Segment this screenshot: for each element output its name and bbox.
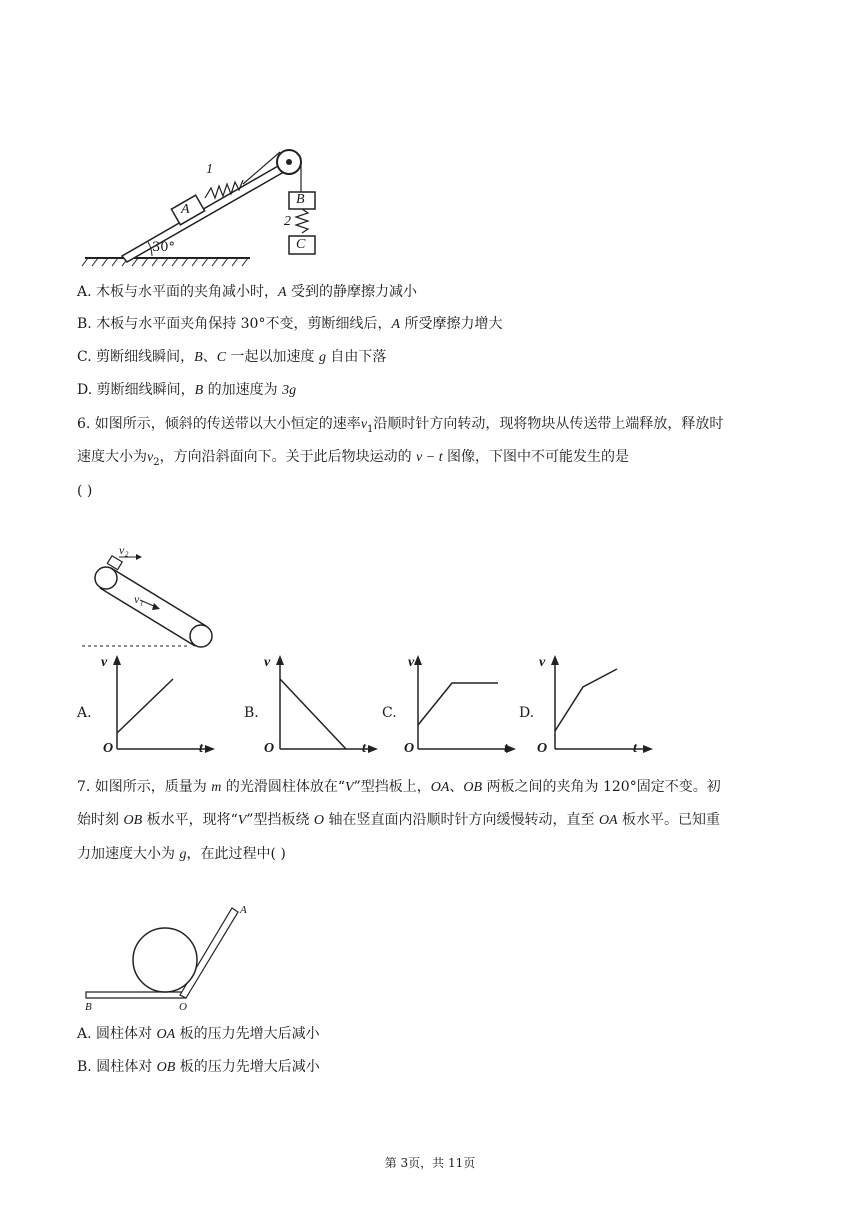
spring2-label: 2: [284, 214, 291, 229]
graph-a-origin: O: [103, 741, 114, 756]
q6-stem-line2: 速度大小为$v_2$，方向沿斜面向下。关于此后物块运动的 v − t 图像，下图中不可能发生的是: [77, 449, 630, 468]
v2-label: v₂: [119, 543, 129, 557]
v1-label: v₁: [134, 592, 144, 606]
graph-a-t-axis: t: [199, 741, 203, 756]
graph-d-option-label: D.: [519, 705, 535, 721]
q7-figure: [80, 902, 260, 1022]
q6-conveyor-figure: [82, 540, 232, 655]
graph-b-v-axis: v: [264, 655, 271, 670]
q7-stem-line2: 始时刻 OB 板水平，现将“V”型挡板绕 O 轴在竖直面内沿顺时针方向缓慢转动，直至 OA 板水平。已知重: [77, 812, 721, 828]
graph-d-t-axis: t: [633, 741, 637, 756]
q7-stem-line3: 力加速度大小为 g，在此过程中( ): [77, 846, 286, 862]
q7-option-b: B. 圆柱体对 OB 板的压力先增大后减小: [77, 1059, 320, 1075]
angle-label: 30°: [152, 240, 176, 255]
q6-answer-bracket: ( ): [77, 483, 93, 499]
q6-graph-c: [380, 655, 520, 765]
graph-a-option-label: A.: [77, 705, 92, 721]
graph-d-v-axis: v: [539, 655, 546, 670]
block-b-label: B: [296, 192, 305, 207]
q5-option-b: B. 木板与水平面夹角保持 30°不变，剪断细线后，A 所受摩擦力增大: [77, 316, 503, 332]
block-c-label: C: [296, 237, 306, 252]
point-a-label: A: [240, 904, 247, 916]
graph-c-origin: O: [404, 741, 415, 756]
q6-graph-a: [75, 655, 215, 765]
point-b-label: B: [85, 1001, 92, 1013]
q7-stem-line1: 7. 如图所示，质量为 m 的光滑圆柱体放在“V”型挡板上，OA、OB 两板之间的夹角为 120°固定不变。初: [77, 779, 721, 795]
q5-option-a: A. 木板与水平面的夹角减小时，A 受到的静摩擦力减小: [77, 284, 418, 300]
graph-b-option-label: B.: [244, 705, 259, 721]
page-footer: 第 3页，共 11页: [384, 1156, 476, 1170]
graph-c-t-axis: t: [504, 741, 508, 756]
q6-stem-line1: 6. 如图所示，倾斜的传送带以大小恒定的速率$v_1$沿顺时针方向转动，现将物块从传送带上端释放，释放时: [77, 416, 724, 435]
graph-c-option-label: C.: [382, 705, 397, 721]
q5-figure: [80, 140, 350, 270]
graph-c-v-axis: v: [408, 655, 415, 670]
spring1-label: 1: [206, 162, 213, 177]
q7-option-a: A. 圆柱体对 OA 板的压力先增大后减小: [77, 1026, 320, 1042]
q6-graph-d: [517, 655, 657, 765]
q5-option-c: C. 剪断细线瞬间，B、C 一起以加速度 g 自由下落: [77, 349, 387, 365]
graph-a-v-axis: v: [101, 655, 108, 670]
graph-b-origin: O: [264, 741, 275, 756]
graph-d-origin: O: [537, 741, 548, 756]
block-a-label: A: [181, 202, 190, 217]
q5-option-d: D. 剪断细线瞬间，B 的加速度为 3g: [77, 382, 297, 398]
graph-b-t-axis: t: [362, 741, 366, 756]
point-o-label: O: [179, 1001, 187, 1013]
q6-graph-b: [242, 655, 382, 765]
